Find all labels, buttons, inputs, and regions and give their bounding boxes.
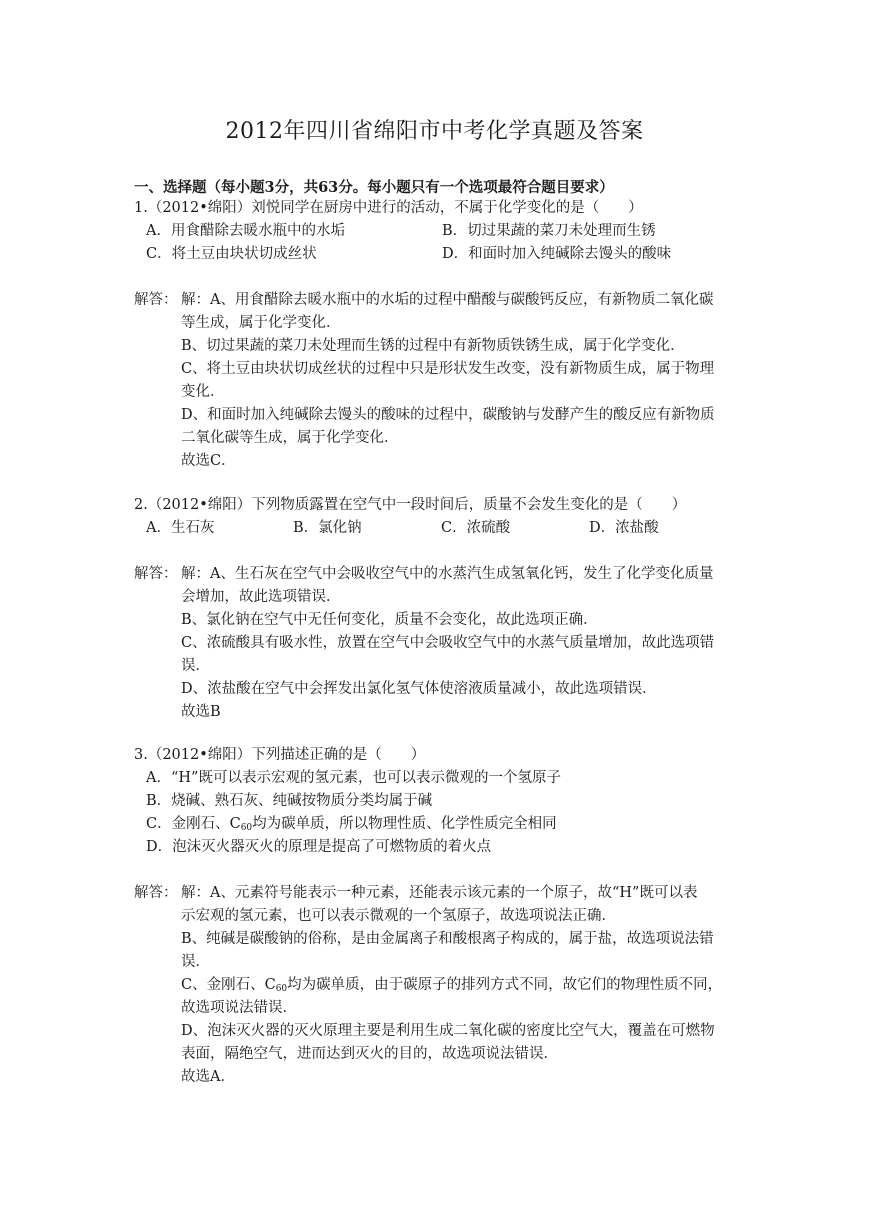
q3-answer-label: 解答：: [134, 885, 178, 901]
q3-stem: 3.（2012•绵阳）下列描述正确的是（ ）: [134, 747, 426, 763]
q1-answer-line: 解：A、用食醋除去暖水瓶中的水垢的过程中醋酸与碳酸钙反应，有新物质二氧化碳: [181, 292, 714, 308]
q3-answer-c-text: C、金刚石、C: [181, 977, 276, 993]
q2-option-a: A．生石灰: [146, 520, 215, 536]
q1-answer-line: 二氧化碳等生成，属于化学变化．: [181, 430, 399, 446]
q1-answer-line: 等生成，属于化学变化．: [181, 315, 341, 331]
q3-answer-line: D、泡沫灭火器的灭火原理主要是利用生成二氧化碳的密度比空气大，覆盖在可燃物: [181, 1023, 715, 1039]
q3-answer-line: B、纯碱是碳酸钠的俗称，是由金属离子和酸根离子构成的，属于盐，故选项说法错: [181, 931, 714, 947]
q2-answer-line: 误．: [181, 658, 210, 674]
q2-answer-label: 解答：: [134, 566, 178, 582]
q2-answer-line: 故选B: [181, 704, 221, 720]
subscript-60: 60: [240, 823, 253, 833]
q3-option-c-rest: 均为碳单质，所以物理性质、化学性质完全相同: [252, 816, 557, 832]
q2-answer-line: C、浓硫酸具有吸水性，放置在空气中会吸收空气中的水蒸气质量增加，故此选项错: [181, 635, 715, 651]
q1-answer-line: 故选C．: [181, 453, 236, 469]
q1-option-a: A．用食醋除去暖水瓶中的水垢: [146, 223, 345, 239]
q1-answer-line: B、切过果蔬的菜刀未处理而生锈的过程中有新物质铁锈生成，属于化学变化．: [181, 338, 685, 354]
q3-answer-c-rest: 均为碳单质，由于碳原子的排列方式不同，故它们的物理性质不同，: [287, 977, 723, 993]
q2-option-c: C．浓硫酸: [441, 520, 511, 536]
document-title: 2012年四川省绵阳市中考化学真题及答案: [225, 119, 644, 144]
q2-answer-line: 会增加，故此选项错误．: [181, 589, 341, 605]
q3-answer-line: [181, 975, 722, 999]
q3-option-c: [146, 814, 557, 838]
q3-option-b: B．烧碱、熟石灰、纯碱按物质分类均属于碱: [146, 793, 433, 809]
q3-option-c-text: C．金刚石、C: [146, 816, 241, 832]
q2-answer-line: B、氯化钠在空气中无任何变化，质量不会变化，故此选项正确．: [181, 612, 598, 628]
q3-answer-line: 解：A、元素符号能表示一种元素，还能表示该元素的一个原子，故“H”既可以表: [181, 885, 698, 901]
q3-option-d: D．泡沫灭火器灭火的原理是提高了可燃物质的着火点: [146, 839, 492, 855]
q3-option-a: A．“H”既可以表示宏观的氢元素，也可以表示微观的一个氢原子: [146, 770, 561, 786]
q1-answer-line: 变化．: [181, 384, 225, 400]
q3-answer-line: 故选A．: [181, 1069, 235, 1085]
q2-option-b: B．氯化钠: [293, 520, 362, 536]
q1-answer-line: C、将土豆由块状切成丝状的过程中只是形状发生改变，没有新物质生成，属于物理: [181, 361, 715, 377]
section-heading: 一、选择题（每小题3分，共63分。每小题只有一个选项最符合题目要求）: [134, 179, 614, 196]
q1-option-c: C．将土豆由块状切成丝状: [146, 246, 317, 262]
q1-option-b: B．切过果蔬的菜刀未处理而生锈: [442, 223, 656, 239]
q2-answer-line: D、浓盐酸在空气中会挥发出氯化氢气体使溶液质量减小，故此选项错误．: [181, 681, 657, 697]
q1-stem: 1.（2012•绵阳）刘悦同学在厨房中进行的活动，不属于化学变化的是（ ）: [134, 200, 643, 216]
q3-answer-line: 误．: [181, 954, 210, 970]
q1-answer-label: 解答：: [134, 292, 178, 308]
subscript-60: 60: [275, 984, 288, 994]
q1-option-d: D．和面时加入纯碱除去馒头的酸味: [442, 246, 672, 262]
q2-answer-line: 解：A、生石灰在空气中会吸收空气中的水蒸汽生成氢氧化钙，发生了化学变化质量: [181, 566, 714, 582]
q2-stem: 2.（2012•绵阳）下列物质露置在空气中一段时间后，质量不会发生变化的是（ ）: [134, 497, 687, 513]
q2-option-d: D．浓盐酸: [589, 520, 659, 536]
q3-answer-line: 表面，隔绝空气，进而达到灭火的目的，故选项说法错误．: [181, 1046, 558, 1062]
q3-answer-line: 故选项说法错误．: [181, 1000, 297, 1016]
q1-answer-line: D、和面时加入纯碱除去馒头的酸味的过程中，碳酸钠与发酵产生的酸反应有新物质: [181, 407, 715, 423]
q3-answer-line: 示宏观的氢元素，也可以表示微观的一个氢原子，故选项说法正确．: [181, 908, 616, 924]
